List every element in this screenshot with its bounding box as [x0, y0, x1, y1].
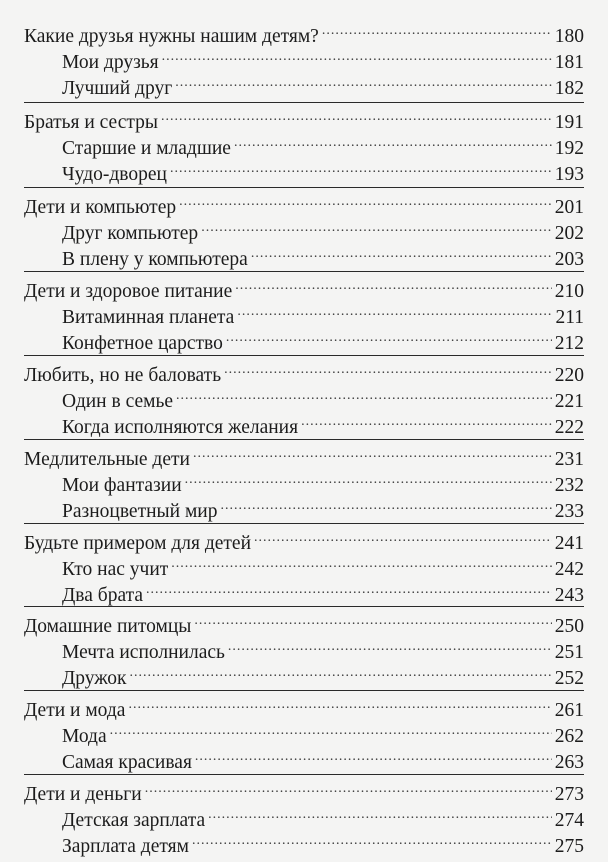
toc-page-number: 182 [554, 78, 584, 99]
dot-leader [161, 102, 552, 128]
dot-leader [128, 690, 551, 716]
toc-page-number: 233 [554, 501, 584, 522]
toc-page-number: 193 [554, 164, 584, 185]
toc-chapter-title: Братья и сестры [24, 112, 158, 133]
dot-leader [175, 68, 552, 94]
toc-subchapter-title: Старшие и младшие [62, 138, 231, 159]
toc-page-number: 232 [554, 475, 584, 496]
dot-leader [235, 271, 551, 297]
dot-leader [208, 800, 552, 826]
toc-page-number: 242 [554, 559, 584, 580]
toc-page-number: 211 [555, 307, 584, 328]
dot-leader [228, 632, 552, 658]
toc-page-number: 274 [554, 810, 584, 831]
toc-subchapter-title: Самая красивая [62, 752, 192, 773]
dot-leader [226, 323, 552, 349]
toc-subchapter-title: Мои друзья [62, 52, 159, 73]
toc-page-number: 203 [554, 249, 584, 270]
toc-subchapter-title: Разноцветный мир [62, 501, 218, 522]
toc-page-number: 192 [554, 138, 584, 159]
toc-page-number: 210 [554, 281, 584, 302]
toc-subchapter-row[interactable] [62, 407, 584, 438]
dot-leader [201, 213, 552, 239]
toc-chapter-row[interactable] [24, 355, 584, 386]
toc-page-number: 181 [554, 52, 584, 73]
dot-leader [130, 658, 552, 684]
dot-leader [194, 606, 551, 632]
dot-leader [176, 381, 552, 407]
toc-page-number: 231 [554, 449, 584, 470]
toc-page-number: 201 [554, 197, 584, 218]
toc-page-number: 191 [554, 112, 584, 133]
dot-leader [193, 439, 552, 465]
toc-page-number: 273 [554, 784, 584, 805]
toc-subchapter-row[interactable] [62, 658, 584, 689]
toc-chapter-row[interactable] [24, 774, 584, 805]
toc-subchapter-row[interactable] [62, 213, 584, 244]
dot-leader [162, 42, 552, 68]
toc-subchapter-row[interactable] [62, 381, 584, 412]
dot-leader [195, 742, 552, 768]
toc-chapter-title: Дети и мода [24, 700, 126, 721]
toc-page-number: 252 [554, 668, 584, 689]
toc-subchapter-row[interactable] [62, 742, 584, 773]
toc-chapter-title: Любить, но не баловать [24, 365, 222, 386]
toc-chapter-title: Будьте примером для детей [24, 533, 252, 554]
toc-page-number: 261 [554, 700, 584, 721]
toc-page-number: 202 [554, 223, 584, 244]
toc-page-number: 243 [554, 585, 584, 606]
toc-chapter-title: Какие друзья нужны нашим детям? [24, 26, 319, 47]
toc-chapter-title: Домашние питомцы [24, 616, 192, 637]
toc-chapter-title: Дети и здоровое питание [24, 281, 233, 302]
toc-subchapter-row[interactable] [62, 239, 584, 270]
toc-subchapter-row[interactable] [62, 716, 584, 747]
toc-subchapter-title: Мечта исполнилась [62, 642, 225, 663]
toc-chapter-row[interactable] [24, 187, 584, 218]
toc-page-number: 212 [554, 333, 584, 354]
toc-subchapter-title: Друг компьютер [62, 223, 199, 244]
toc-chapter-title: Медлительные дети [24, 449, 190, 470]
dot-leader [254, 523, 552, 549]
toc-page-number: 222 [554, 417, 584, 438]
dot-leader [301, 407, 552, 433]
toc-page-number: 220 [554, 365, 584, 386]
dot-leader [185, 465, 552, 491]
toc-subchapter-title: Дружок [62, 668, 127, 689]
toc-page-number: 250 [554, 616, 584, 637]
toc-subchapter-row[interactable] [62, 42, 584, 73]
toc-subchapter-row[interactable] [62, 128, 584, 159]
toc-subchapter-title: Один в семье [62, 391, 174, 412]
dot-leader [220, 491, 551, 517]
toc-subchapter-row[interactable] [62, 68, 584, 99]
toc-subchapter-title: Кто нас учит [62, 559, 169, 580]
toc-chapter-row[interactable] [24, 102, 584, 133]
toc-chapter-row[interactable] [24, 690, 584, 721]
toc-page-number: 180 [554, 26, 584, 47]
toc-page-number: 262 [554, 726, 584, 747]
dot-leader [179, 187, 552, 213]
toc-subchapter-row[interactable] [62, 323, 584, 354]
toc-page-number: 221 [554, 391, 584, 412]
toc-chapter-title: Дети и компьютер [24, 197, 177, 218]
toc-subchapter-title: Лучший друг [62, 78, 173, 99]
dot-leader [170, 154, 552, 180]
toc-subchapter-row[interactable] [62, 297, 584, 328]
toc-page-number: 263 [554, 752, 584, 773]
toc-subchapter-row[interactable] [62, 154, 584, 185]
toc-subchapter-row[interactable] [62, 826, 584, 857]
toc-subchapter-row[interactable] [62, 549, 584, 580]
toc-subchapter-row[interactable] [62, 465, 584, 496]
dot-leader [171, 549, 551, 575]
dot-leader [234, 128, 552, 154]
dot-leader [237, 297, 552, 323]
toc-subchapter-title: Чудо-дворец [62, 164, 167, 185]
toc-subchapter-row[interactable] [62, 491, 584, 522]
dot-leader [322, 16, 552, 42]
toc-subchapter-title: В плену у компьютера [62, 249, 248, 270]
dot-leader [110, 716, 552, 742]
dot-leader [251, 239, 552, 265]
toc-chapter-row[interactable] [24, 271, 584, 302]
toc-chapter-title: Дети и деньги [24, 784, 142, 805]
toc-subchapter-title: Когда исполняются желания [62, 417, 299, 438]
toc-chapter-row[interactable] [24, 606, 584, 637]
toc-subchapter-title: Два брата [62, 585, 144, 606]
toc-subchapter-title: Детская зарплата [62, 810, 206, 831]
dot-leader [224, 355, 552, 381]
toc-page-number: 241 [554, 533, 584, 554]
toc-subchapter-title: Витаминная планета [62, 307, 235, 328]
toc-subchapter-title: Мои фантазии [62, 475, 182, 496]
toc-subchapter-row[interactable] [62, 800, 584, 831]
toc-chapter-row[interactable] [24, 523, 584, 554]
dot-leader [146, 575, 552, 601]
toc-subchapter-row[interactable] [62, 632, 584, 663]
toc-subchapter-title: Мода [62, 726, 107, 747]
toc-chapter-row[interactable] [24, 16, 584, 47]
dot-leader [145, 774, 552, 800]
dot-leader [192, 826, 552, 852]
toc-subchapter-row[interactable] [62, 575, 584, 606]
toc-chapter-row[interactable] [24, 439, 584, 470]
toc-subchapter-title: Конфетное царство [62, 333, 223, 354]
toc-page-number: 275 [554, 836, 584, 857]
toc-page-number: 251 [554, 642, 584, 663]
toc-subchapter-title: Зарплата детям [62, 836, 189, 857]
